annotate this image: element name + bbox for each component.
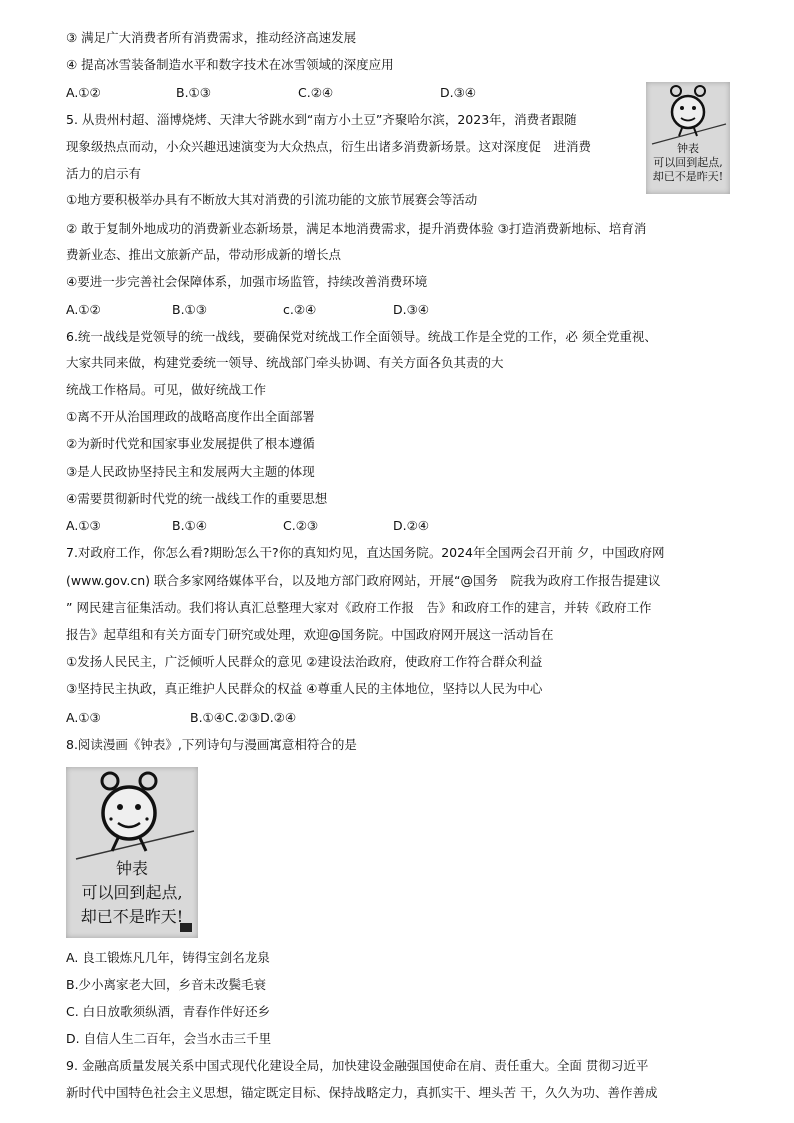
cartoon-small-title: 钟表 bbox=[677, 142, 699, 155]
q6-item-2: ②为新时代党和国家事业发展提供了根本遵循 bbox=[66, 436, 315, 451]
q7-stem-line-4: 报告》起草组和有关方面专门研究或处理，欢迎@国务院。中国政府网开展这一活动旨在 bbox=[66, 627, 554, 642]
q5-item-2-cont: 费新业态、推出文旅新产品，带动形成新的增长点 bbox=[66, 247, 342, 262]
q5-choice-d[interactable]: D.③④ bbox=[393, 302, 430, 317]
q5-stem-line-3: 活力的启示有 bbox=[66, 166, 142, 181]
cartoon-small-line-1: 可以回到起点, bbox=[653, 156, 723, 169]
cartoon-large-line-2: 却已不是昨天! bbox=[80, 907, 184, 926]
q6-item-3: ③是人民政协坚持民主和发展两大主题的体现 bbox=[66, 464, 315, 479]
clock-cartoon-large bbox=[66, 767, 198, 938]
q7-stem-line-1: 7.对政府工作，你怎么看?期盼怎么干?你的真知灼见，直达国务院。2024年全国两会召开前 夕，中国政府网 bbox=[66, 545, 665, 560]
clock-cartoon-small bbox=[646, 82, 730, 194]
q9-stem-line-1: 9. 金融高质量发展关系中国式现代化建设全局，加快建设金融强国使命在肩、责任重大。全面 贯彻习近平 bbox=[66, 1058, 649, 1073]
cartoon-small-line-2: 却已不是昨天! bbox=[652, 170, 724, 183]
q8-option-b[interactable]: B.少小离家老大回，乡音未改鬓毛衰 bbox=[66, 977, 267, 992]
q5-choice-c[interactable]: c.②④ bbox=[283, 302, 317, 317]
cartoon-large-title: 钟表 bbox=[115, 859, 148, 878]
q4-choice-c[interactable]: C.②④ bbox=[298, 85, 334, 100]
q7-stem-line-2: (www.gov.cn) 联合多家网络媒体平台，以及地方部门政府网站，开展“@国务 院我为政府工作报告提建议 bbox=[66, 573, 661, 588]
q9-stem-line-2: 新时代中国特色社会主义思想，锚定既定目标、保持战略定力，真抓实干、埋头苦 干，久久为功、善作善成 bbox=[66, 1085, 658, 1100]
q6-choice-a[interactable]: A.①③ bbox=[66, 518, 101, 533]
q6-stem-line-3: 统战工作格局。可见，做好统战工作 bbox=[66, 382, 267, 397]
q4-choice-a[interactable]: A.①② bbox=[66, 85, 101, 100]
q8-option-c[interactable]: C. 白日放歌须纵酒，青春作伴好还乡 bbox=[66, 1004, 271, 1019]
q6-item-1: ①离不开从治国理政的战略高度作出全面部署 bbox=[66, 409, 315, 424]
q4-choice-d[interactable]: D.③④ bbox=[440, 85, 477, 100]
q5-item-2: ② 敢于复制外地成功的消费新业态新场景，满足本地消费需求，提升消费体验 ③打造消费新地标、培育消 bbox=[66, 221, 647, 236]
q7-items-1-2: ①发扬人民民主，广泛倾听人民群众的意见 ②建设法治政府，使政府工作符合群众利益 bbox=[66, 654, 543, 669]
q4-option-4: ④ 提高冰雪装备制造水平和数字技术在冰雪领域的深度应用 bbox=[66, 57, 394, 72]
q4-option-3: ③ 满足广大消费者所有消费需求，推动经济高速发展 bbox=[66, 30, 357, 45]
q7-choice-a[interactable]: A.①③ bbox=[66, 710, 101, 725]
q5-item-4: ④要进一步完善社会保障体系，加强市场监管，持续改善消费环境 bbox=[66, 274, 428, 289]
q7-choices-b-c-d[interactable]: B.①④C.②③D.②④ bbox=[190, 710, 297, 725]
q5-choice-b[interactable]: B.①③ bbox=[172, 302, 207, 317]
q8-stem: 8.阅读漫画《钟表》,下列诗句与漫画寓意相符合的是 bbox=[66, 737, 357, 752]
q6-item-4: ④需要贯彻新时代党的统一战线工作的重要思想 bbox=[66, 491, 328, 506]
q5-choice-a[interactable]: A.①② bbox=[66, 302, 101, 317]
q5-stem-line-1: 5. 从贵州村超、淄博烧烤、天津大爷跳水到“南方小土豆”齐聚哈尔滨，2023年，消费者跟随 bbox=[66, 112, 577, 127]
q6-stem-line-1: 6.统一战线是党领导的统一战线，要确保党对统战工作全面领导。统战工作是全党的工作，必 须全党重视、 bbox=[66, 329, 657, 344]
q8-option-d[interactable]: D. 自信人生二百年，会当水击三千里 bbox=[66, 1031, 272, 1046]
q6-choice-d[interactable]: D.②④ bbox=[393, 518, 430, 533]
q5-stem-line-2: 现象级热点而动，小众兴趣迅速演变为大众热点，衍生出诸多消费新场景。这对深度促 进消费 bbox=[66, 139, 592, 154]
q5-item-1: ①地方要积极举办具有不断放大其对消费的引流功能的文旅节展赛会等活动 bbox=[66, 192, 478, 207]
q6-choice-b[interactable]: B.①④ bbox=[172, 518, 207, 533]
q7-items-3-4: ③坚持民主执政，真正维护人民群众的权益 ④尊重人民的主体地位，坚持以人民为中心 bbox=[66, 681, 543, 696]
q8-option-a[interactable]: A. 良工锻炼凡几年，铸得宝剑名龙泉 bbox=[66, 950, 270, 965]
q7-stem-line-3: ” 网民建言征集活动。我们将认真汇总整理大家对《政府工作报 告》和政府工作的建言，并转《政府工作 bbox=[66, 600, 652, 615]
q6-choice-c[interactable]: C.②③ bbox=[283, 518, 319, 533]
q6-stem-line-2: 大家共同来做，构建党委统一领导、统战部门牵头协调、有关方面各负其责的大 bbox=[66, 355, 504, 370]
cartoon-large-line-1: 可以回到起点, bbox=[81, 883, 183, 902]
q4-choice-b[interactable]: B.①③ bbox=[176, 85, 211, 100]
